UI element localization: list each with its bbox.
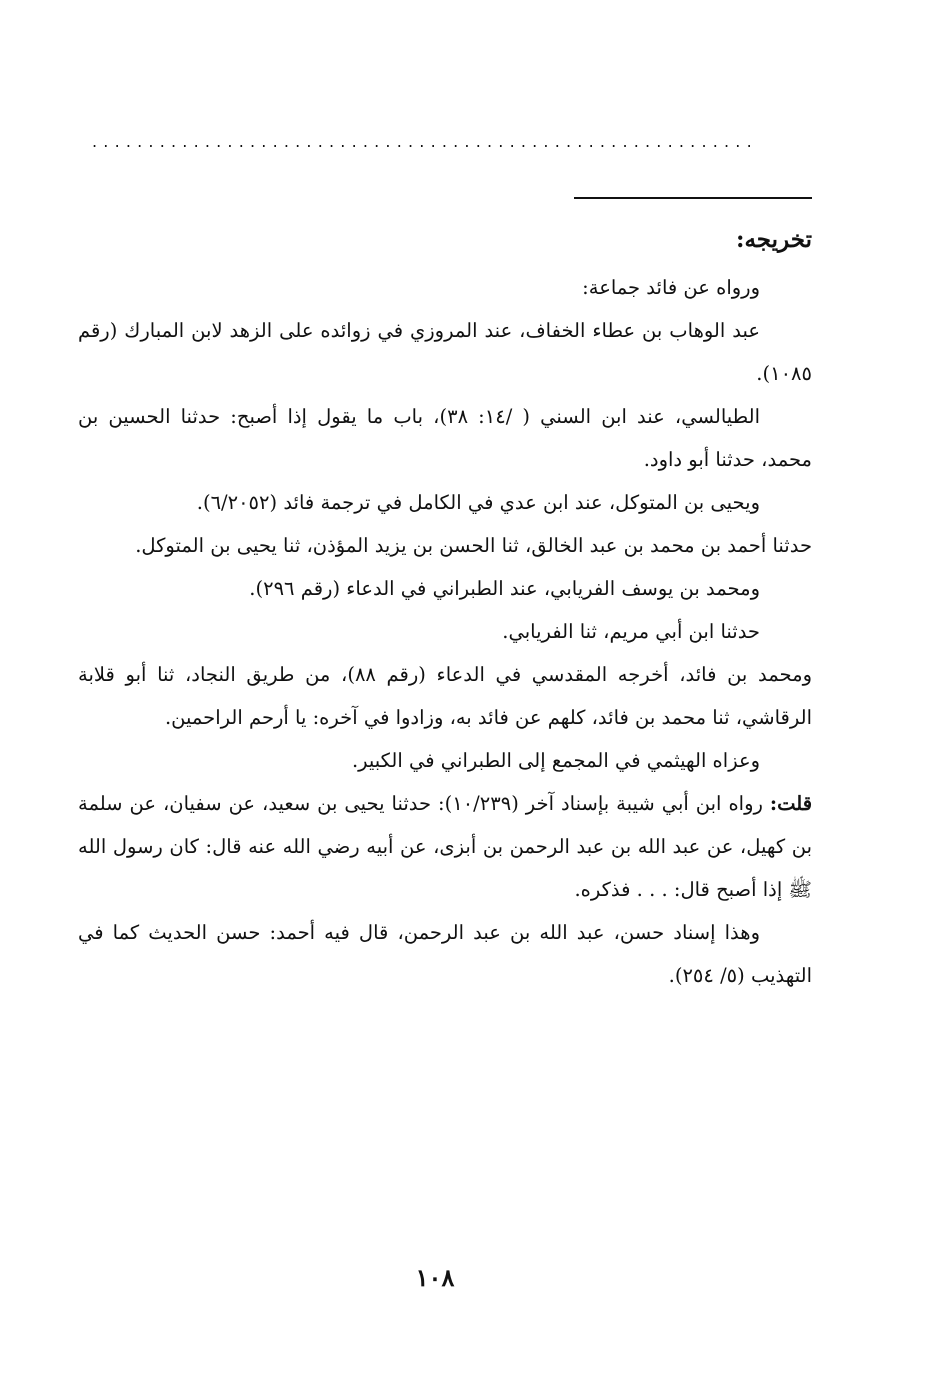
paragraph-yahya-chain: حدثنا أحمد بن محمد بن عبد الخالق، ثنا الحسن بن يزيد المؤذن، ثنا يحيى بن المتوكل. [135,534,812,557]
paragraph-qultu [78,782,812,911]
page-number: ١٠٨ [415,1263,455,1292]
paragraph-intro: ورواه عن فائد جماعة: [582,276,760,299]
paragraph-muhammad-fayid: ومحمد بن فائد، أخرجه المقدسي في الدعاء (رقم ٨٨)، من طريق النجاد، ثنا أبو قلابة الرقاشي، ثنا محمد بن فائد، كلهم عن فائد به، وزادوا في آخره: يا أرحم الراحمين. [78,663,812,729]
paragraph-final: وهذا إسناد حسن، عبد الله بن عبد الرحمن، قال فيه أحمد: حسن الحديث كما في التهذيب (٥/ ٢٥٤). [78,921,812,987]
footnote-rule [574,197,812,199]
paragraph-firyabi-chain: حدثنا ابن أبي مريم، ثنا الفريابي. [502,620,760,643]
paragraph-abdulwahhab: عبد الوهاب بن عطاء الخفاف، عند المروزي في زوائده على الزهد لابن المبارك (رقم ١٠٨٥). [78,319,812,385]
body-text [78,266,812,997]
section-heading: تخريجه: [735,226,812,253]
qultu-text: رواه ابن أبي شيبة بإسناد آخر (١٠/٢٣٩): حدثنا يحيى بن سعيد، عن سفيان، عن سلمة بن كهيل، عن عبد الله بن عبد الرحمن بن أبزى، عن أبيه رضي الله عنه قال: كان رسول الله ﷺ إذا أصبح قال: . . . فذكره. [78,792,812,901]
paragraph-haythami: وعزاه الهيثمي في المجمع إلى الطبراني في الكبير. [351,749,760,772]
separator-dots: ........................................................... [92,132,758,151]
paragraph-tayalisi: الطيالسي، عند ابن السني ( /١٤: ٣٨)، باب ما يقول إذا أصبح: حدثنا الحسين بن محمد، حدثنا أبو داود. [78,405,812,471]
qultu-label: قلت: [769,792,813,815]
paragraph-firyabi: ومحمد بن يوسف الفريابي، عند الطبراني في الدعاء (رقم ٢٩٦). [249,577,760,600]
paragraph-yahya: ويحيى بن المتوكل، عند ابن عدي في الكامل في ترجمة فائد (٦/٢٠٥٢). [196,491,760,514]
